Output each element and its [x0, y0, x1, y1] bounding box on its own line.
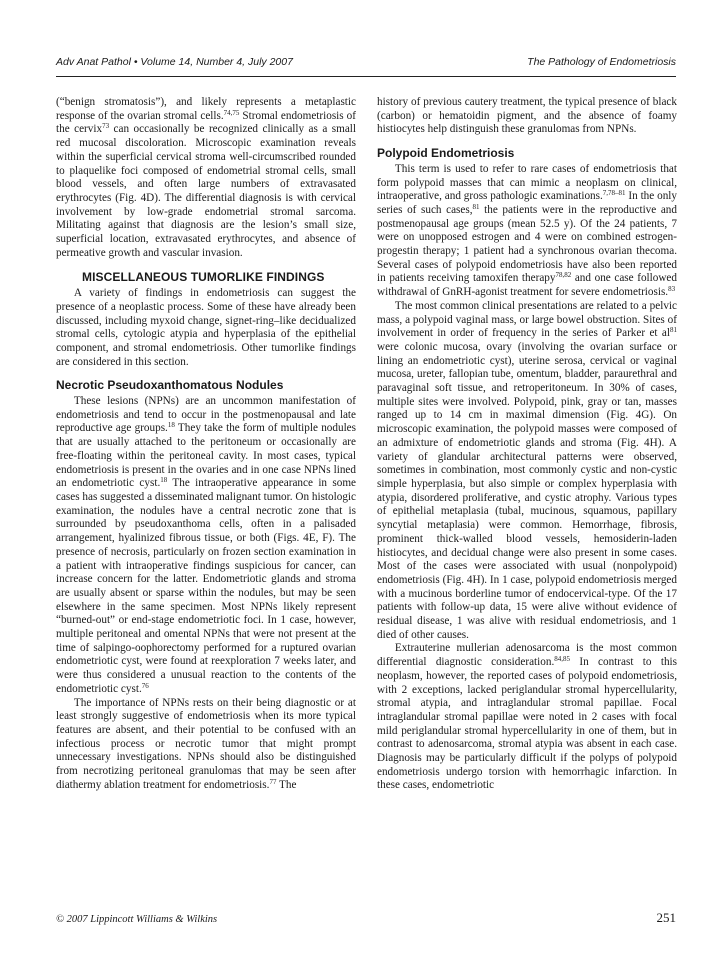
reference-superscript: 77 — [269, 777, 277, 786]
journal-citation: Adv Anat Pathol • Volume 14, Number 4, July 2007 — [56, 56, 293, 68]
reference-superscript: 76 — [141, 681, 149, 690]
paragraph-misc-intro: A variety of findings in endometriosis can suggest the presence of a neoplastic process. Some of these have already been discussed, including myxoid change, signet-ring–like decidualized stromal cells, cytologic atypia and hyperplasia of the epithelial component, and stromal endometriosis. Other tumorlike findings are considered in this section. — [56, 287, 356, 368]
header-rule — [56, 76, 676, 77]
reference-superscript: 73 — [102, 122, 110, 131]
reference-superscript: 74,75 — [223, 108, 240, 117]
reference-superscript: 78,82 — [555, 271, 572, 280]
paragraph-adenosarcoma: Extrauterine mullerian adenosarcoma is the most common differential diagnostic consideration.$^{84,85}$ In contrast to this neoplasm, however, the reported cases of polypoid endometriosis, with 2 exceptions, lacked periglandular stromal hypercellularity, stromal atypia, and intraglandular stromal papillae. Focal intraglandular stromal papillae were noted in 2 cases with focal mild periglandular stromal hypercellularity in one of them, but in contrast to adenosarcoma, stromal atypia was absent in each case. Diagnosis may be particularly difficult if the polyps of polypoid endometriosis undergo torsion with hemorrhagic infarction. In these cases, endometriotic — [377, 642, 677, 792]
reference-superscript: 84,85 — [554, 655, 570, 664]
paragraph-granulomas: history of previous cautery treatment, the typical presence of black (carbon) or hematoidin pigment, and the absence of foamy histiocytes help distinguish these granulomas from NPNs. — [377, 96, 677, 136]
paragraph-polypoid-presentation: The most common clinical presentations are related to a pelvic mass, a polypoid vaginal mass, or large bowel obstruction. Sites of involvement in order of frequency in the series of Parker et $al^{81}$ were colonic mucosa, ovary (involving the ovarian surface or lining an endometriotic cyst), uterine serosa, cervical or vaginal mucosa, ureter, fallopian tube, omentum, bladder, paraurethral and paravaginal soft tissue, and retroperitoneum. In 30% of cases, multiple sites were involved. Polypoid, pink, gray or tan, masses ranged up to 14 cm in maximal dimension (Fig. 4G). On microscopic examination, the polypoid masses were composed of an admixture of endometriotic glands and stroma (Fig. 4H). A variety of glandular architectural patterns were observed, sometimes in combination, most commonly cystic and non-cystic simple hyperplasia, but also simple or complex hyperplasia with atypia, disordered proliferative, and cystic atrophy. Various types of epithelial metaplasia (tubal, mucinous, squamous, papillary syncytial metaplasia) were common. Hemorrhage, fibrosis, prominent thick-walled blood vessels, hemosiderin-laden histiocytes, and decidual change were also present in some cases. Most of the cases were associated with usual (nonpolypoid) endometriosis (Fig. 4H). In 1 case, polypoid endometriosis merged with a mucinous borderline tumor of endocervical-type. Of the 17 patients with follow-up data, 15 were alive without evidence of residual disease, 1 was alive with residual endometriosis, and 1 died of other causes. — [377, 299, 677, 641]
running-title: The Pathology of Endometriosis — [527, 56, 676, 68]
reference-superscript: 83 — [668, 285, 676, 294]
page-number: 251 — [656, 910, 676, 925]
paragraph-polypoid-definition: This term is used to refer to rare cases of endometriosis that form polypoid masses that can mimic a neoplasm on clinical, intraoperative, and gross pathologic examinations.$^{7,78-81}$ In the only series of such cases,$^{81}$ the patients were in the reproductive and postmenopausal age groups (mean 52.5 y). Of the 24 patients, 7 were on unopposed estrogen and 4 were on combined estrogen-progestin therapy; 1 patient had a synchronous ovarian thecoma. Several cases of polypoid endometriosis have also been reported in patients receiving tamoxifen therapy$^{78,82}$ and one case followed withdrawal of GnRH-agonist treatment for severe endometriosis.$^{83}$ — [377, 162, 677, 299]
paragraph-npn-importance: The importance of NPNs rests on their being diagnostic or at least strongly suggestive of endometriosis when its more typical features are absent, and their potential to be confused with an infectious process or necrotic tumor that might prompt unnecessary investigations. NPNs should also be distinguished from necrotizing peritoneal granulomas that may be seen after diathermy ablation treatment for endometriosis.$^{77}$ The — [56, 696, 356, 791]
copyright-notice: © 2007 Lippincott Williams & Wilkins — [56, 914, 218, 925]
left-column — [56, 96, 356, 792]
reference-superscript: 81 — [670, 326, 677, 335]
paragraph-npn-description: These lesions (NPNs) are an uncommon manifestation of endometriosis and tend to occur in the postmenopausal and late reproductive age groups.$^{18}$ They take the form of multiple nodules that are usually attached to the peritoneum or occasionally are free-floating within the peritoneal cavity. In most cases, typical endometriosis is present in the ovaries and in one case NPNs lined an endometriotic cyst.$^{18}$ The intraoperative appearance in some cases has suggested a disseminated malignant tumor. On histologic examination, the nodules have a central necrotic zone that is surrounded by pseudoxanthoma cells, often in a palisaded arrangement, hyalinized fibrous tissue, or both (Figs. 4E, F). The presence of necrosis, particularly on frozen section examination in a patient with intraoperative findings suspicious for cancer, can increase concern for the latter. Endometriotic glands and stroma are usually absent or sparse within the nodules, but may be seen elsewhere in the same specimen. Most NPNs likely represent “burned-out” or end-stage endometriotic foci. In 1 case, however, multiple peritoneal and omental NPNs that were not present at the time of salpingo-oophorectomy performed for a ruptured ovarian endometriotic cyst, were found at reexploration 7 weeks later, and were thus considered a unusual reaction to the contents of the endometriotic cyst.$^{76}$ — [56, 395, 356, 695]
reference-superscript: 18 — [160, 476, 168, 485]
reference-superscript: 81 — [472, 202, 480, 211]
reference-superscript: 18 — [167, 421, 175, 430]
subsection-heading-npn: Necrotic Pseudoxanthomatous Nodules — [56, 378, 284, 393]
subsection-heading-polypoid: Polypoid Endometriosis — [377, 146, 515, 161]
right-column — [377, 96, 677, 793]
paragraph-stromatosis: (“benign stromatosis”), and likely represents a metaplastic response of the ovarian stromal cells.$^{74,75}$ Stromal endometriosis of the cervix$^{73}$ can occasionally be recognized clinically as a small red mucosal discoloration. Microscopic examination reveals within the superficial cervical stroma well-circumscribed rounded to plaquelike foci composed of endometrial stromal cells, small blood vessels, and often large numbers of extravasated erythrocytes (Fig. 4D). The differential diagnosis is with cervical involvement by low-grade endometrial stromal sarcoma. Militating against that diagnosis are the lesion’s small size, superficial location, extravasated erythrocytes, and absence of permeative growth and vascular invasion. — [56, 96, 357, 259]
running-header — [56, 56, 676, 74]
reference-superscript: 7,78–81 — [602, 189, 626, 198]
section-heading-misc: MISCELLANEOUS TUMORLIKE FINDINGS — [82, 270, 325, 285]
